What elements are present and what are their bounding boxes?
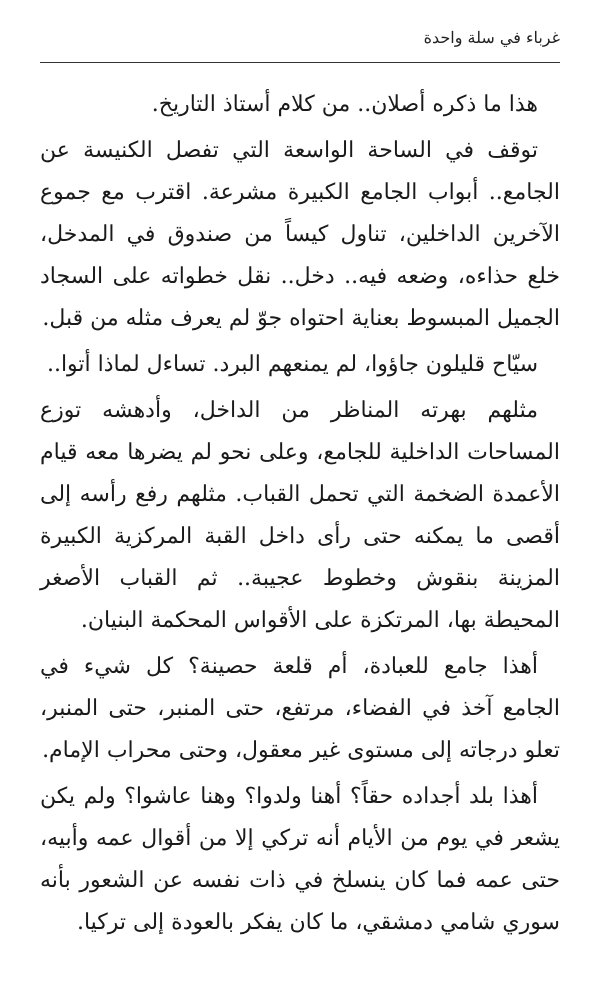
paragraph-4: مثلهم بهرته المناظر من الداخل، وأدهشه توزع المساحات الداخلية للجامع، وعلى نحو لم يضرها معه قيام الأعمدة الضخمة التي تحمل القباب. مثلهم رفع رأسه إلى أقصى ما يمكنه حتى رأى داخل القبة المركزية الكبيرة المزينة بنقوش وخطوط عجيبة.. ثم القباب الأصغر المحيطة بها، المرتكزة على الأقواس المحكمة البنيان. <box>40 398 560 633</box>
paragraph-6: أهذا بلد أجداده حقاً؟ أهنا ولدوا؟ وهنا عاشوا؟ ولم يكن يشعر في يوم من الأيام أنه تركي إلا من أقوال عمه وأبيه، حتى عمه فما كان ينسلخ في ذات نفسه عن الشعور بأنه سوري شامي دمشقي، ما كان يفكر بالعودة إلى تركيا. <box>40 784 560 935</box>
paragraph-2: توقف في الساحة الواسعة التي تفصل الكنيسة عن الجامع.. أبواب الجامع الكبيرة مشرعة. اقترب مع جموع الآخرين الداخلين، تناول كيساً من صندوق في المدخل، خلع حذاءه، وضعه فيه.. دخل.. نقل خطواته على السجاد الجميل المبسوط بعناية احتواه جوّ لم يعرف مثله من قبل. <box>40 138 560 331</box>
paragraph-5: أهذا جامع للعبادة، أم قلعة حصينة؟ كل شيء في الجامع آخذ في الفضاء، مرتفع، حتى المنبر، حتى المنبر، تعلو درجاته إلى مستوى غير معقول، وحتى محراب الإمام. <box>40 654 560 763</box>
paragraph-1: هذا ما ذكره أصلان.. من كلام أستاذ التاريخ. <box>151 92 538 117</box>
paragraph-3: سيّاح قليلون جاؤوا، لم يمنعهم البرد. تساءل لماذا أتوا.. <box>46 352 538 377</box>
body-text <box>40 84 560 948</box>
header-divider <box>40 62 560 63</box>
running-header-title: غرباء في سلة واحدة <box>423 28 560 47</box>
